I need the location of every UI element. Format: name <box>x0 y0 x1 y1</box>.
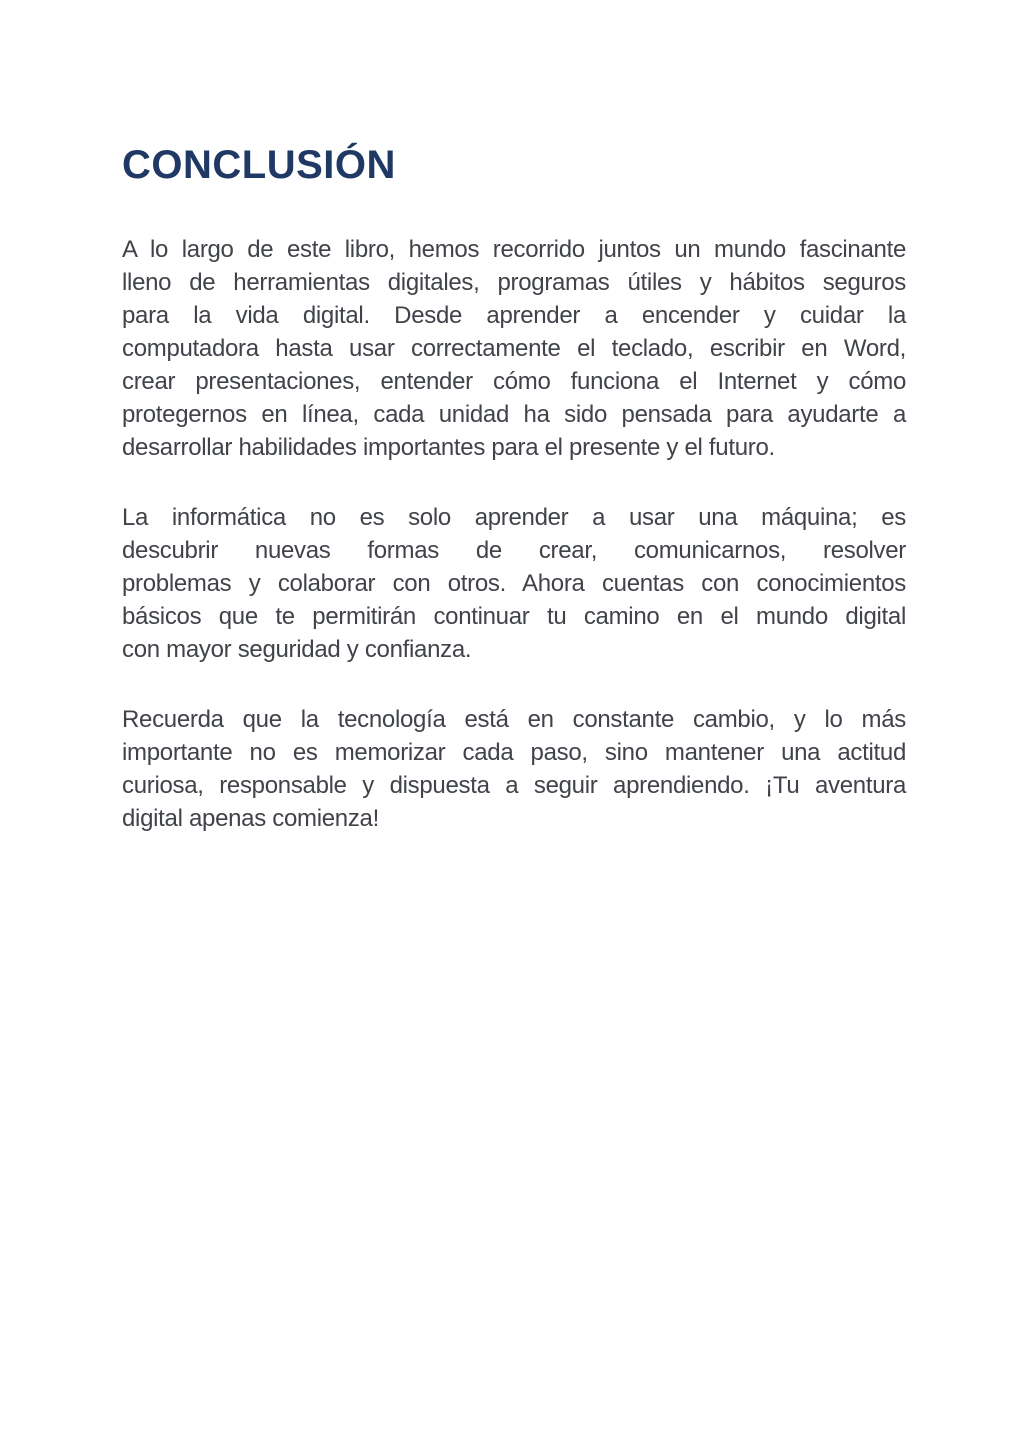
paragraph-line: importante no es memorizar cada paso, sino mantener una actitud <box>122 739 906 766</box>
paragraph-line: computadora hasta usar correctamente el teclado, escribir en Word, <box>122 335 906 362</box>
page-title: CONCLUSIÓN <box>122 143 396 187</box>
paragraph-line: desarrollar habilidades importantes para el presente y el futuro. <box>122 434 775 461</box>
paragraph-line: básicos que te permitirán continuar tu camino en el mundo digital <box>122 603 906 630</box>
paragraph-line: lleno de herramientas digitales, programas útiles y hábitos seguros <box>122 269 906 296</box>
page-content <box>122 0 906 872</box>
paragraph-line: curiosa, responsable y dispuesta a seguir aprendiendo. ¡Tu aventura <box>122 772 906 799</box>
paragraph-line: para la vida digital. Desde aprender a encender y cuidar la <box>122 302 906 329</box>
paragraph-line: protegernos en línea, cada unidad ha sido pensada para ayudarte a <box>122 401 906 428</box>
paragraph-line: digital apenas comienza! <box>122 805 379 832</box>
paragraph <box>122 501 906 666</box>
body-paragraphs <box>122 233 906 835</box>
paragraph-line: crear presentaciones, entender cómo funciona el Internet y cómo <box>122 368 906 395</box>
paragraph-line: Recuerda que la tecnología está en constante cambio, y lo más <box>122 706 906 733</box>
paragraph-line: problemas y colaborar con otros. Ahora cuentas con conocimientos <box>122 570 906 597</box>
paragraph <box>122 703 906 835</box>
paragraph <box>122 233 906 464</box>
paragraph-line: descubrir nuevas formas de crear, comunicarnos, resolver <box>122 537 906 564</box>
paragraph-line: A lo largo de este libro, hemos recorrido juntos un mundo fascinante <box>122 236 906 263</box>
paragraph-line: La informática no es solo aprender a usar una máquina; es <box>122 504 906 531</box>
paragraph-line: con mayor seguridad y confianza. <box>122 636 472 663</box>
